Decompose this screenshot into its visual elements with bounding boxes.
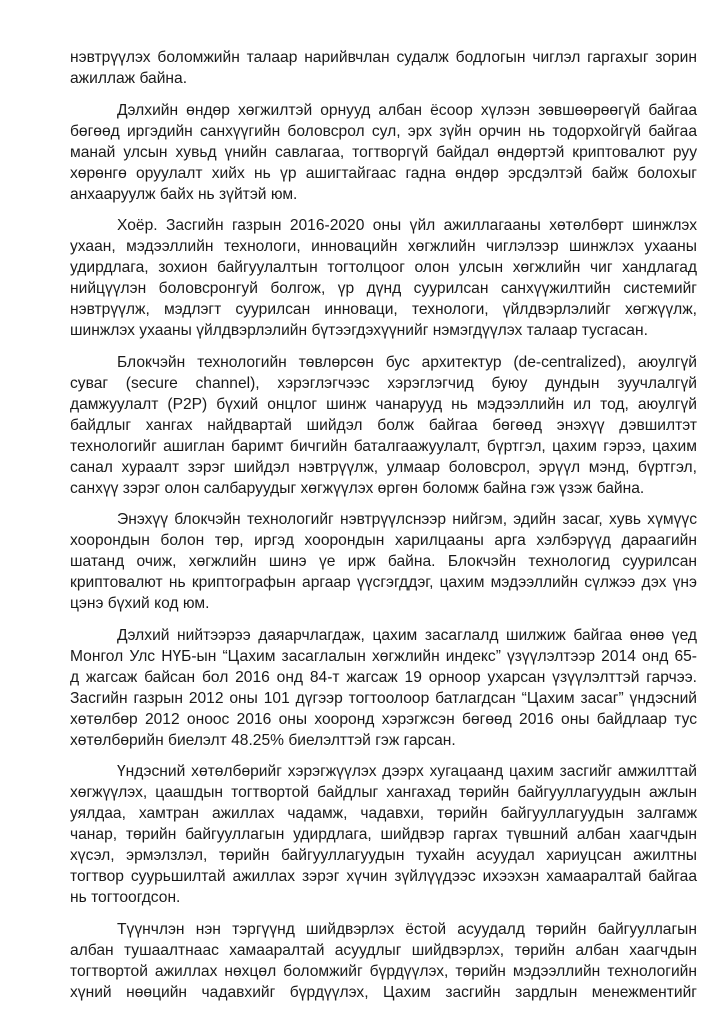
text-line: Хоёр. Засгийн газрын 2016-2020 оны үйл ажиллагааны хөтөлбөрт шинжлэх [117, 217, 697, 234]
paragraph-8 [70, 919, 697, 1003]
text-line: манай улсын хувьд үнийн савлагаа, тогтворгүй байдал өндөртэй криптовалют руу [70, 143, 697, 161]
text-line: нь тогтоогдсон. [70, 889, 181, 906]
paragraph-6 [70, 625, 697, 751]
text-line: Дэлхийн өндөр хөгжилтэй орнууд албан ёсоор хүлээн зөвшөөрөөгүй байгаа [117, 101, 697, 119]
document-page [70, 47, 697, 1013]
text-line: албан тушаалтнаас хамааралтай асуудлыг шийдвэрлэх, төрийн албан хаагчдын [70, 941, 697, 959]
paragraph-1 [70, 47, 697, 89]
text-line: нэвтрүүлэх боломжийн талаар нарийвчлан судалж бодлогын чиглэл гаргахыг зорин [70, 49, 697, 66]
text-line: хүний нөөцийн чадавхийг бүрдүүлэх, Цахим засгийн зардлын менежментийг [70, 983, 697, 1001]
text-line: Түүнчлэн нэн тэргүүнд шийдвэрлэх ёстой асуудалд төрийн байгууллагын [117, 920, 697, 938]
text-line: Дэлхий нийтээрээ даяарчлагдаж, цахим засаглалд шилжиж байгаа өнөө үед [117, 626, 697, 644]
text-line: технологийг ашиглан баримт бичгийн баталгаажуулалт, бүртгэл, цахим гэрээ, цахим [70, 437, 697, 455]
text-line: хөгжүүлэх, цаашдын тогтвортой байдлыг хангахад төрийн байгууллагуудын ажлын [70, 784, 697, 801]
text-line: шинжлэх ухааны үйлдвэрлэлийн бүтээгдэхүүнийг нэмэгдүүлэх талаар тусгасан. [70, 322, 648, 339]
text-line: ухаан, мэдээллийн технологи, инновацийн хөгжлийн чиглэлээр шинжлэх ухааны [70, 238, 697, 255]
text-line: уялдаа, хамтран ажиллах чадамж, чадавхи, төрийн байгууллагуудын залгамж [70, 805, 697, 822]
text-line: анхааруулж байх нь зүйтэй юм. [70, 185, 298, 203]
text-line: Блокчэйн технологийн төвлөрсөн бус архитектур (de-centralized), аюулгүй [117, 353, 697, 371]
text-line: Монгол Улс НҮБ-ын “Цахим засаглалын хөгжлийн индекс” үзүүлэлтээр 2014 онд 65- [70, 647, 697, 665]
text-line: хөтөлбөрийн биелэлт 48.25% биелэлттэй гэж гарсан. [70, 731, 456, 749]
paragraph-4 [70, 352, 697, 499]
text-line: чанар, төрийн байгууллагын удирдлага, шийдвэр гаргах түвшний албан хаагчдын [70, 826, 697, 843]
text-line: санал хураалт зэрэг шийдэл нэвтрүүлж, улмаар боловсрол, эрүүл мэнд, бүртгэл, [70, 458, 697, 476]
text-line: хөрөнгө оруулалт хийх нь үр ашигтайгаас гадна өндөр эрсдэлтэй байж болохыг [70, 164, 697, 182]
paragraph-5 [70, 509, 697, 614]
text-line: удирдлага, зохион байгуулалтын тогтолцоог олон улсын хөгжлийн чиг хандлагад [70, 259, 697, 276]
text-line: Энэхүү блокчэйн технологийг нэвтрүүлснээр нийгэм, эдийн засаг, хувь хүмүүс [117, 511, 697, 528]
text-line: Засгийн газрын 2012 оны 101 дүгээр тогтоолоор батлагдсан “Цахим засаг” үндэсний [70, 689, 697, 707]
paragraph-2 [70, 100, 697, 205]
text-line: цэнэ бүхий код юм. [70, 595, 210, 612]
paragraph-3 [70, 215, 697, 341]
text-line: тогтвортой ажиллах нөхцөл боломжийг бүрдүүлэх, төрийн мэдээллийн технологийн [70, 962, 697, 980]
text-line: ажиллаж байна. [70, 70, 188, 87]
text-line: нийцүүлэн боловсронгуй болгож, үр дүнд суурилсан санхүүжилтийн системийг [70, 280, 697, 297]
text-line: дамжуулалт (P2P) бүхий онцлог шинж чанарууд нь мэдээллийн ил тод, аюулгүй [70, 395, 697, 413]
text-line: байдлыг хангах найдвартай шийдэл болж байгаа бөгөөд энэхүү дэвшилтэт [70, 416, 697, 434]
text-line: бөгөөд иргэдийн санхүүгийн боловсрол сул, эрх зүйн орчин нь тодорхойгүй байгаа [70, 122, 697, 140]
text-line: криптовалют нь криптографын аргаар үүсгэгддэг, цахим мэдээллийн сүлжээ дэх үнэ [70, 574, 697, 591]
paragraph-7 [70, 761, 697, 908]
text-line: хүсэл, эрмэлзлэл, төрийн байгууллагуудын тухайн асуудал хариуцсан ажилтны [70, 847, 697, 864]
text-line: шатанд очиж, хөгжлийн шинэ үе ирж байна. Блокчэйн технологид суурилсан [70, 553, 697, 570]
text-line: д жагсаж байсан бол 2016 онд 84-т жагсаж 19 орноор ухарсан үзүүлэлттэй гарчээ. [70, 668, 697, 686]
text-line: санхүү зэрэг олон салбаруудыг хөгжүүлэх өргөн боломж байна гэж үзэж байна. [70, 479, 645, 497]
text-line: хоорондын болон төр, иргэд хоорондын харилцааны арга хэлбэрүүд дараагийн [70, 532, 697, 549]
text-line: нэвтрүүлж, мэдлэгт суурилсан инноваци, технологи, үйлдвэрлэлийг хөгжүүлж, [70, 301, 697, 318]
text-line: суваг (secure channel), хэрэглэгчээс хэрэглэгчид буюу дундын зуучлалгүй [70, 374, 697, 392]
text-line: Үндэсний хөтөлбөрийг хэрэгжүүлэх дээрх хугацаанд цахим засгийг амжилттай [117, 763, 697, 780]
text-line: тогтвор суурьшилтай ажиллах зэрэг хүчин зүйлүүдээс ихээхэн хамааралтай байгаа [70, 868, 697, 885]
text-line: хөтөлбөр 2012 оноос 2016 оны хооронд хэрэгжсэн бөгөөд 2016 оны байдлаар тус [70, 710, 697, 728]
